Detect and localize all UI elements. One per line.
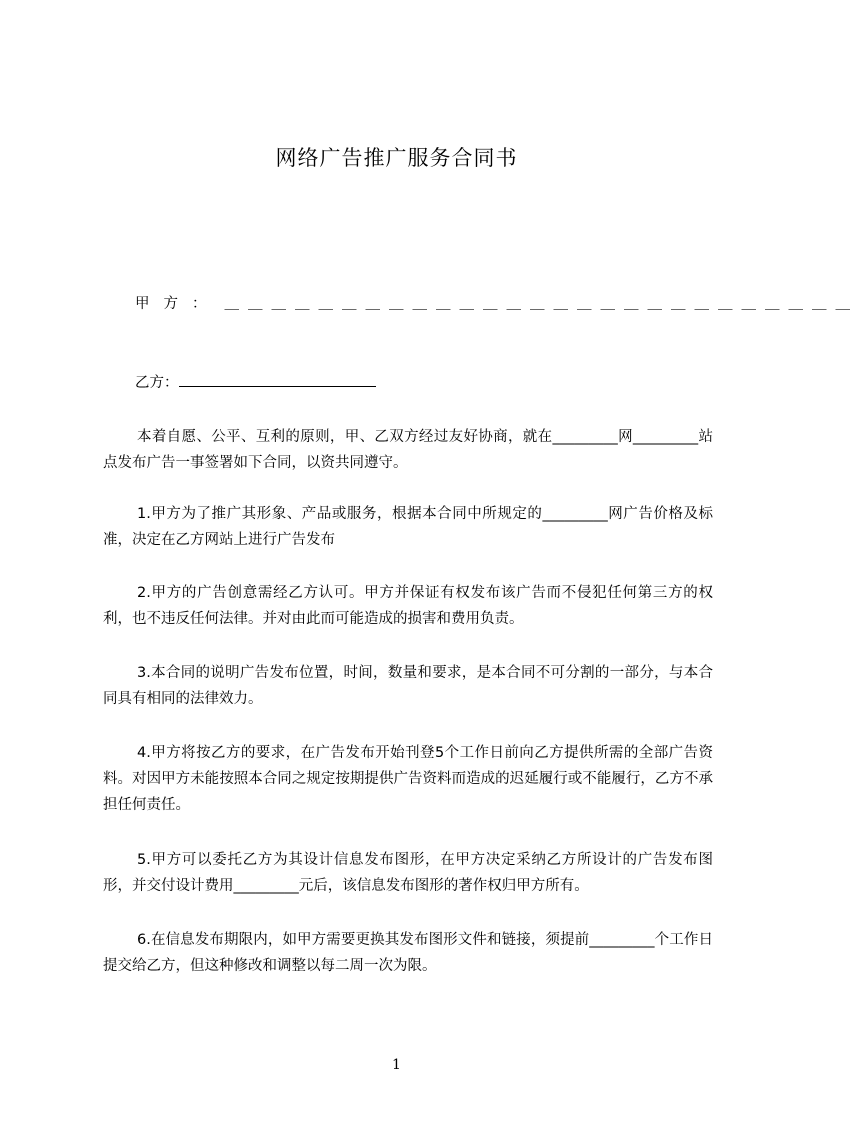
- document-title: 网络广告推广服务合同书: [275, 146, 518, 170]
- clause-4-paragraph: 4.甲方将按乙方的要求，在广告发布开始刊登5个工作日前向乙方提供所需的全部广告资料。对因甲方未能按照本合同之规定按期提供广告资料而造成的迟延履行或不能履行，乙方不承担任何责任。: [103, 745, 713, 813]
- clause-3-paragraph: 3.本合同的说明广告发布位置，时间，数量和要求，是本合同不可分割的一部分，与本合同具有相同的法律效力。: [103, 665, 713, 707]
- page-number: 1: [392, 1057, 401, 1073]
- clause-2-paragraph: 2.甲方的广告创意需经乙方认可。甲方并保证有权发布该广告而不侵犯任何第三方的权利，也不违反任何法律。并对由此而可能造成的损害和费用负责。: [103, 585, 713, 627]
- clause-1-paragraph: 1.甲方为了推广其形象、产品或服务，根据本合同中所规定的_________网广告价格及标准，决定在乙方网站上进行广告发布: [103, 506, 713, 548]
- party-b-field: [135, 371, 376, 392]
- party-a-label: 甲方：: [135, 296, 221, 312]
- party-b-blank-line: [179, 372, 376, 387]
- preamble-paragraph: 本着自愿、公平、互利的原则，甲、乙双方经过友好协商，就在_________网_________站点发布广告一事签署如下合同，以资共同遵守。: [103, 429, 713, 471]
- clause-6-paragraph: 6.在信息发布期限内，如甲方需要更换其发布图形文件和链接，须提前_________个工作日提交给乙方，但这种修改和调整以每二周一次为限。: [103, 932, 713, 974]
- clause-5-paragraph: 5.甲方可以委托乙方为其设计信息发布图形，在甲方决定采纳乙方所设计的广告发布图形，并交付设计费用_________元后，该信息发布图形的著作权归甲方所有。: [103, 852, 713, 894]
- party-a-blank: ＿＿＿＿＿＿＿＿＿＿＿＿＿＿＿＿＿＿＿＿＿＿＿＿＿＿＿: [224, 296, 859, 312]
- party-b-label: 乙方：: [135, 375, 179, 391]
- party-a-field: [135, 292, 859, 313]
